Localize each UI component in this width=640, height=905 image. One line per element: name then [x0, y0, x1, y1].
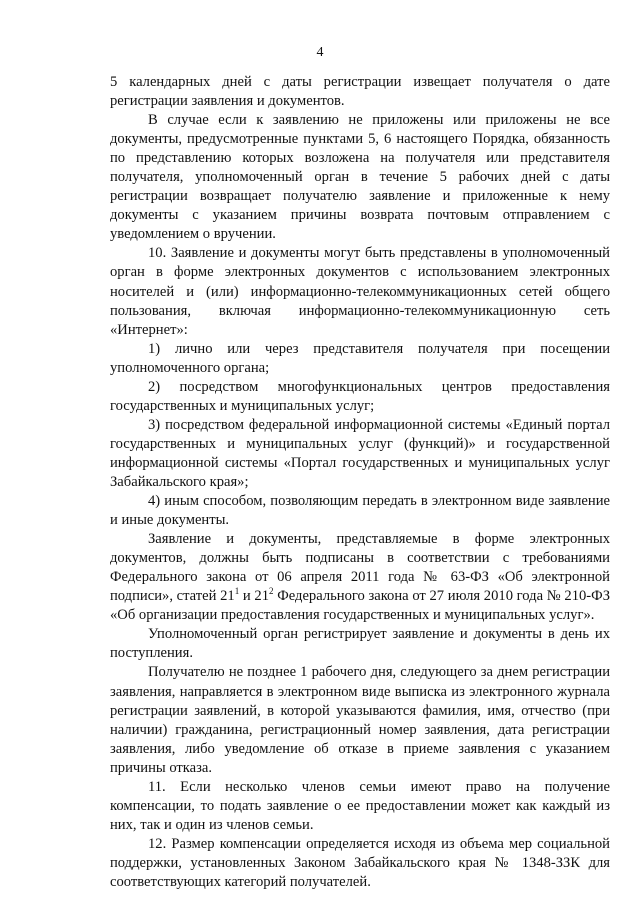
document-body: [110, 73, 610, 892]
paragraph-return-documents: В случае если к заявлению не приложены или приложены не все документы, предусмотренные пунктами 5, 6 настоящего Порядка, обязанность по представлению которых возложена на получателя или представителя получателя, уполномоченный орган в течение 5 рабочих дней с даты регистрации возвращает получателю заявление и приложенные к нему документы с указанием причины возврата почтовым отправлением с уведомлением о вручении.: [110, 112, 610, 243]
signature-text-part-2: и 21: [239, 588, 270, 605]
paragraph-electronic-signature: [110, 530, 610, 625]
paragraph-item-11: 11. Если несколько членов семьи имеют право на получение компенсации, то подать заявление о ее предоставлении может как каждый из них, так и один из членов семьи.: [110, 778, 610, 833]
list-item-4: 4) иным способом, позволяющим передать в электронном виде заявление и иные документы.: [110, 493, 610, 529]
list-item-3: 3) посредством федеральной информационной системы «Единый портал государственных и муниципальных услуг (функций)» и государственной информационной системы «Портал государственных и муниципальных услуг Забайкальского края»;: [110, 416, 610, 490]
list-item-2: 2) посредством многофункциональных центров предоставления государственных и муниципальных услуг;: [110, 378, 610, 414]
paragraph-registration: Уполномоченный орган регистрирует заявление и документы в день их поступления.: [110, 626, 610, 662]
paragraph-continuation: 5 календарных дней с даты регистрации извещает получателя о дате регистрации заявления и документов.: [110, 74, 610, 110]
paragraph-notification: Получателю не позднее 1 рабочего дня, следующего за днем регистрации заявления, направляется в электронном виде выписка из электронного журнала регистрации заявлений, в которой указываются фамилия, имя, отчество (при наличии) гражданина, регистрационный номер заявления, дата регистрации заявления, либо уведомление об отказе в приеме заявления с указанием причины отказа.: [110, 664, 610, 776]
paragraph-item-10: 10. Заявление и документы могут быть представлены в уполномоченный орган в форме электронных документов с использованием электронных носителей и (или) информационно-телекоммуникационных сетей общего пользования, включая информационно-телекоммуникационную сеть «Интернет»:: [110, 245, 610, 338]
page-number: 4: [316, 45, 324, 60]
signature-text-part-1: Заявление и документы, представляемые в форме электронных документов, должны быть подписаны в соответствии с требованиями Федерального закона от 06 апреля 2011 года № 63-ФЗ «Об электронной подписи», статей 21: [110, 531, 610, 605]
list-item-1: 1) лично или через представителя получателя при посещении уполномоченного органа;: [110, 340, 610, 376]
superscript-1: 1: [234, 586, 240, 597]
signature-text-part-3: Федерального закона от 27 июля 2010 года № 210-ФЗ «Об организации предоставления государственных и муниципальных услуг».: [110, 588, 611, 624]
paragraph-item-12: 12. Размер компенсации определяется исходя из объема мер социальной поддержки, установленных Законом Забайкальского края № 1348-ЗЗК для соответствующих категорий получателей.: [110, 835, 610, 890]
superscript-2: 2: [269, 586, 274, 597]
